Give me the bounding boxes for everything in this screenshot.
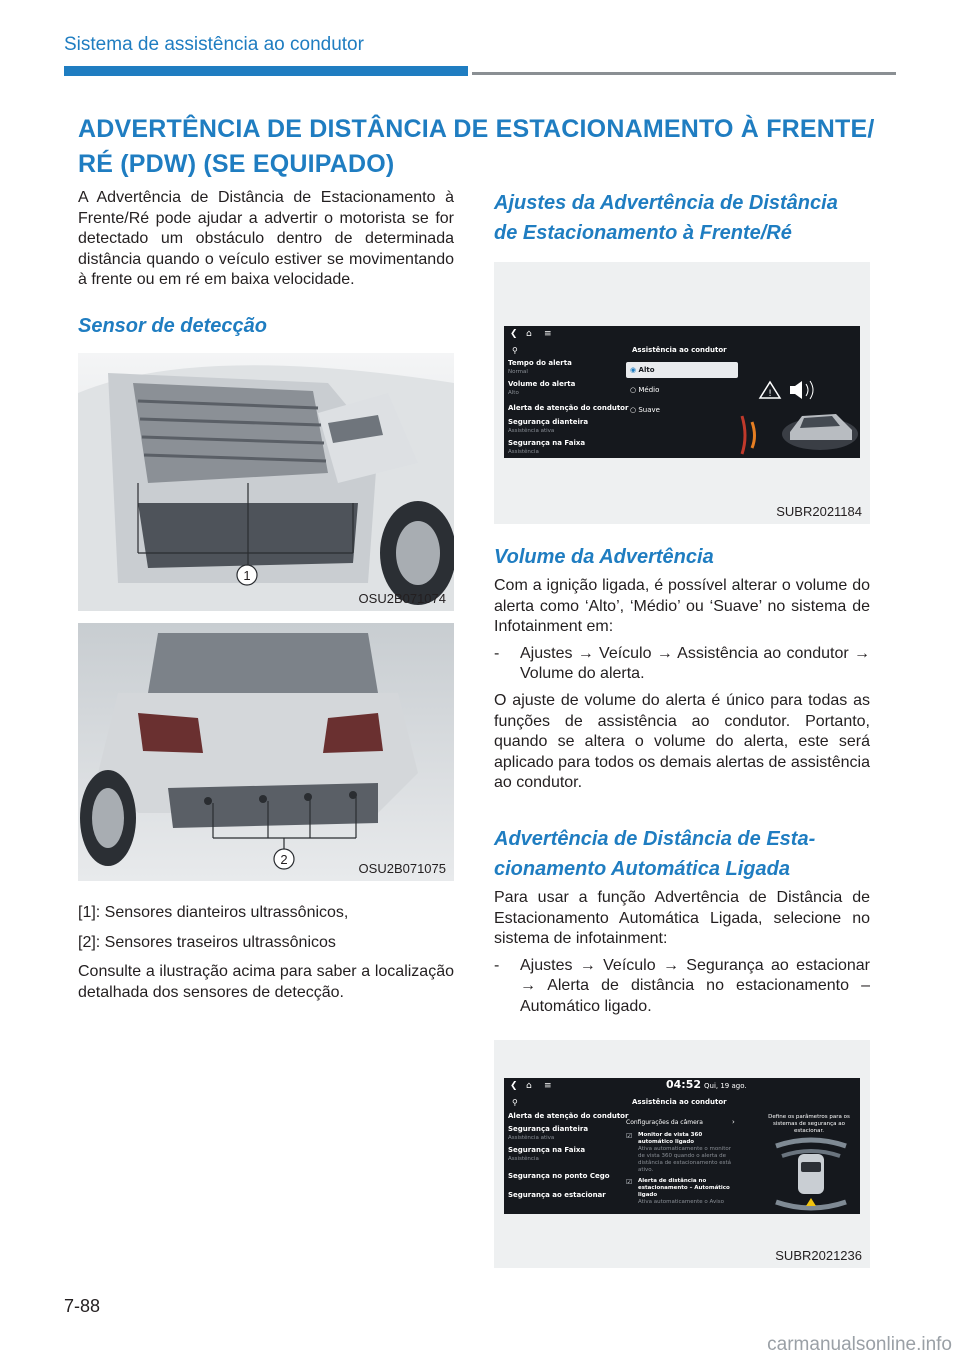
page-number: 7-88 [64,1296,101,1316]
heading-sensor: Sensor de detecção [78,314,267,337]
screen2-menu-item: Segurança na Faixa Assistência [508,1145,586,1162]
intro-paragraph: A Advertência de Distância de Estacionamento à Frente/Ré pode ajudar a advertir o motorista se for detectado um obstáculo dentro de determinada distância quando o veículo estiver se movimentando à frente ou em ré em baixa velocidade. [78,189,454,289]
clock: 04:52 [666,1077,702,1091]
right-column [494,188,870,1268]
volume-settings-figure [494,262,870,524]
screen2-menu [508,1111,629,1200]
heading-settings-line-2: de Estacionamento à Frente/Ré [494,222,792,244]
checkbox-auto-icon[interactable]: ☑ [626,1177,633,1186]
screen2-menu-item: Segurança ao estacionar [508,1190,606,1199]
heading-auto-line-1: Advertência de Distância de Esta- [494,827,816,850]
left-column [78,188,454,1003]
screen2-menu-item: Segurança dianteira Assistência ativa [508,1124,589,1141]
fig1-code: OSU2B071074 [358,590,446,606]
header-rule-blue [64,66,468,76]
infotainment-screen-auto [504,1078,860,1214]
front-callout: 1 [243,567,251,583]
infotainment-screen-volume [504,326,860,458]
volume-note: O ajuste de volume do alerta é único para todas as funções de assistência ao condutor. Portanto, quando se altera o volume do alerta, este será aplicado para todos os demais alertas de assistência ao condutor. [494,691,870,792]
back-icon: ❮ [510,1080,518,1091]
heading-settings-line-1: Ajustes da Advertência de Distância [494,192,838,214]
home-icon: ⌂ [526,329,532,339]
parking-sensor-icon [766,1136,856,1212]
option-suave[interactable]: ○ Suave [630,406,660,414]
rear-sensor-figure [78,623,454,881]
checkbox-360-icon[interactable]: ☑ [626,1131,633,1140]
front-car-illustration [78,353,454,611]
page-title-line-2: RÉ (PDW) (SE EQUIPADO) [78,150,395,178]
date: Qui, 19 ago. [704,1081,747,1090]
header-rule-gray [472,72,896,75]
search-icon: ⚲ [512,1097,518,1107]
fig3-code: SUBR2021184 [776,504,862,519]
option-medio[interactable]: ○ Médio [630,386,660,394]
front-sensor-figure [78,353,454,611]
screen1-menu-item: Segurança na Faixa Assistência [508,439,586,455]
option-auto-on[interactable]: Alerta de distância no estacionamento – Automático ligado Ativa automaticamente o Aviso [638,1177,730,1205]
closing-paragraph: Consulte a ilustração acima para saber a localização detalhada dos sensores de detecção. [78,963,454,1001]
volume-paragraph: Com a ignição ligada, é possível alterar o volume do alerta como ‘Alto’, ‘Médio’ ou ‘Suave’ no sistema de Infotainment em: [494,577,870,636]
screen1-menu-item: Segurança dianteira Assistência ativa [508,418,589,434]
home-icon: ⌂ [526,1080,532,1091]
search-icon: ⚲ [512,346,518,355]
camera-settings-header: Configurações da câmera [626,1118,703,1126]
legend-rear: [2]: Sensores traseiros ultrassônicos [78,933,336,951]
page-title-line-1: ADVERTÊNCIA DE DISTÂNCIA DE ESTACIONAMENTO À FRENTE/ [78,115,875,143]
chevron-right-icon[interactable]: › [732,1117,735,1126]
rear-car-illustration [78,623,454,881]
page-title [78,112,878,182]
rear-callout: 2 [280,851,288,867]
screen1-menu-item: Volume do alerta Alto [508,380,576,396]
screen1-menu-item: Tempo do alerta Normal [508,359,572,375]
option-alto[interactable]: ◉ Alto [630,366,655,374]
back-icon: ❮ [510,329,518,339]
heading-volume: Volume da Advertência [494,546,714,568]
svg-text:!: ! [768,389,772,399]
fig4-code: SUBR2021236 [775,1247,862,1263]
heading-auto-line-2: cionamento Automática Ligada [494,857,790,880]
auto-bullet: - Ajustes → Veículo → Segurança ao estacionar → Alerta de distância no estacionamento – Automático ligado. [494,956,870,1015]
legend-front: [1]: Sensores dianteiros ultrassônicos, [78,903,349,921]
screen2-menu-item: Alerta de atenção do condutor [508,1111,629,1120]
car-warning-icon [740,376,860,456]
heading-settings [494,188,870,248]
section-header: Sistema de assistência ao condutor [64,34,364,55]
screen1-menu-item: Alerta de atenção do condutor [508,404,629,412]
option-360[interactable]: Monitor de vista 360 automático ligado Ativa automaticamente o monitor de vista 360 quando o alerta de distância de estacionamento está ativo. [638,1131,732,1173]
screen2-panel-title: Assistência ao condutor [632,1097,727,1106]
screen1-panel-title: Assistência ao condutor [632,346,727,354]
watermark[interactable]: carmanualsonline.info [767,1334,952,1355]
screen1-menu [508,359,629,457]
screen2-menu-item: Segurança no ponto Cego [508,1171,610,1180]
auto-paragraph: Para usar a função Advertência de Distância de Estacionamento Automática Ligada, selecione no sistema de infotainment: [494,888,870,948]
volume-bullet: - Ajustes → Veículo → Assistência ao condutor → Volume do alerta. [494,644,870,683]
auto-settings-figure [494,1040,870,1268]
info-text: Define os parâmetros para os sistemas de segurança ao estacionar. [768,1113,850,1134]
menu-icon: ≡ [544,1080,552,1091]
menu-icon: ≡ [544,329,552,339]
heading-auto [494,824,870,884]
fig2-code: OSU2B071075 [358,860,446,876]
